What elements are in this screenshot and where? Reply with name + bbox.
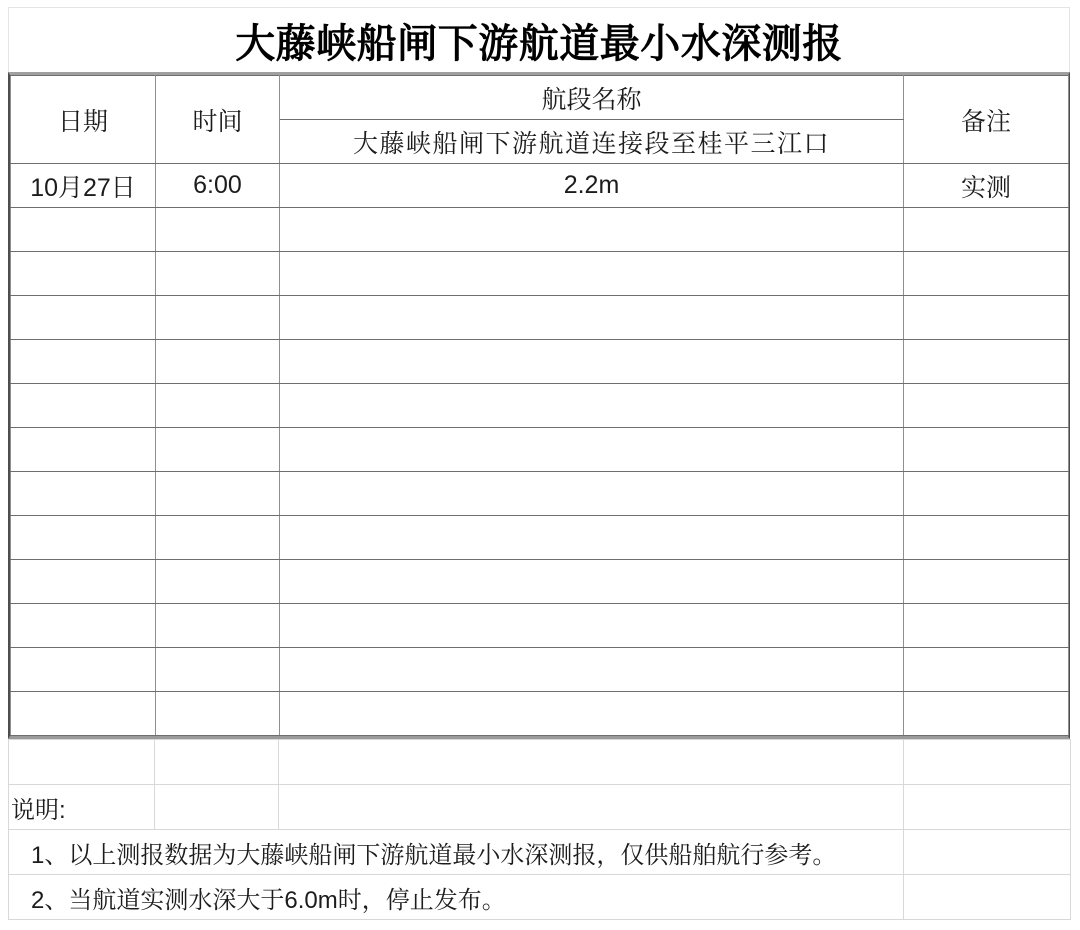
spacer-cell	[279, 740, 904, 785]
header-row	[11, 76, 1069, 120]
empty-row	[11, 428, 1069, 472]
notes-label-row	[9, 785, 1071, 830]
empty-cell	[280, 604, 904, 648]
spacer-cell	[904, 740, 1071, 785]
spacer-cell	[904, 785, 1071, 830]
notes-label: 说明:	[9, 785, 155, 830]
empty-cell	[280, 384, 904, 428]
empty-row	[11, 384, 1069, 428]
empty-cell	[280, 252, 904, 296]
empty-row	[11, 560, 1069, 604]
spacer-row	[9, 740, 1071, 785]
cell-remark: 实测	[904, 164, 1069, 208]
spacer-cell	[9, 740, 155, 785]
header-section-name: 大藤峡船闸下游航道连接段至桂平三江口	[280, 120, 904, 164]
empty-row	[11, 604, 1069, 648]
empty-cell	[904, 428, 1069, 472]
empty-cell	[904, 472, 1069, 516]
main-table-wrap	[8, 72, 1070, 739]
empty-cell	[156, 340, 280, 384]
empty-cell	[904, 296, 1069, 340]
empty-cell	[280, 208, 904, 252]
spacer-cell	[155, 785, 279, 830]
empty-cell	[156, 604, 280, 648]
cell-depth: 2.2m	[280, 164, 904, 208]
empty-cell	[280, 472, 904, 516]
empty-row	[11, 296, 1069, 340]
empty-cell	[904, 648, 1069, 692]
empty-row	[11, 692, 1069, 736]
empty-cell	[904, 560, 1069, 604]
empty-cell	[156, 296, 280, 340]
empty-row	[11, 252, 1069, 296]
empty-cell	[156, 252, 280, 296]
empty-cell	[904, 340, 1069, 384]
empty-row	[11, 208, 1069, 252]
empty-cell	[156, 692, 280, 736]
empty-cell	[11, 472, 156, 516]
empty-cell	[11, 252, 156, 296]
data-row	[11, 164, 1069, 208]
header-time: 时间	[156, 76, 280, 164]
empty-cell	[156, 516, 280, 560]
empty-cell	[156, 428, 280, 472]
empty-cell	[904, 252, 1069, 296]
empty-row	[11, 472, 1069, 516]
empty-cell	[904, 384, 1069, 428]
empty-cell	[11, 428, 156, 472]
empty-cell	[280, 648, 904, 692]
empty-cell	[280, 296, 904, 340]
cell-time: 6:00	[156, 164, 280, 208]
empty-cell	[280, 428, 904, 472]
note-row-1	[9, 830, 1071, 875]
empty-cell	[11, 384, 156, 428]
header-date: 日期	[11, 76, 156, 164]
report-sheet	[8, 7, 1070, 920]
empty-row	[11, 648, 1069, 692]
spacer-cell	[904, 830, 1071, 875]
empty-cell	[11, 648, 156, 692]
empty-rows-body	[11, 208, 1069, 736]
empty-cell	[904, 604, 1069, 648]
notes-table	[8, 739, 1071, 920]
spacer-cell	[279, 785, 904, 830]
empty-row	[11, 516, 1069, 560]
empty-cell	[11, 560, 156, 604]
empty-cell	[11, 208, 156, 252]
cell-date: 10月27日	[11, 164, 156, 208]
empty-row	[11, 340, 1069, 384]
empty-cell	[11, 516, 156, 560]
empty-cell	[904, 692, 1069, 736]
empty-cell	[156, 208, 280, 252]
empty-cell	[280, 340, 904, 384]
empty-cell	[11, 604, 156, 648]
note-2: 2、当航道实测水深大于6.0m时，停止发布。	[9, 875, 904, 920]
empty-cell	[280, 692, 904, 736]
empty-cell	[156, 648, 280, 692]
report-title: 大藤峡船闸下游航道最小水深测报	[8, 7, 1070, 72]
empty-cell	[904, 516, 1069, 560]
empty-cell	[11, 692, 156, 736]
empty-cell	[156, 384, 280, 428]
empty-cell	[156, 560, 280, 604]
empty-cell	[280, 560, 904, 604]
empty-cell	[11, 340, 156, 384]
header-remark: 备注	[904, 76, 1069, 164]
header-section: 航段名称	[280, 76, 904, 120]
empty-cell	[280, 516, 904, 560]
empty-cell	[904, 208, 1069, 252]
spacer-cell	[155, 740, 279, 785]
spacer-cell	[904, 875, 1071, 920]
note-1: 1、以上测报数据为大藤峡船闸下游航道最小水深测报，仅供船舶航行参考。	[9, 830, 904, 875]
depth-table	[10, 75, 1069, 736]
note-row-2	[9, 875, 1071, 920]
empty-cell	[156, 472, 280, 516]
empty-cell	[11, 296, 156, 340]
